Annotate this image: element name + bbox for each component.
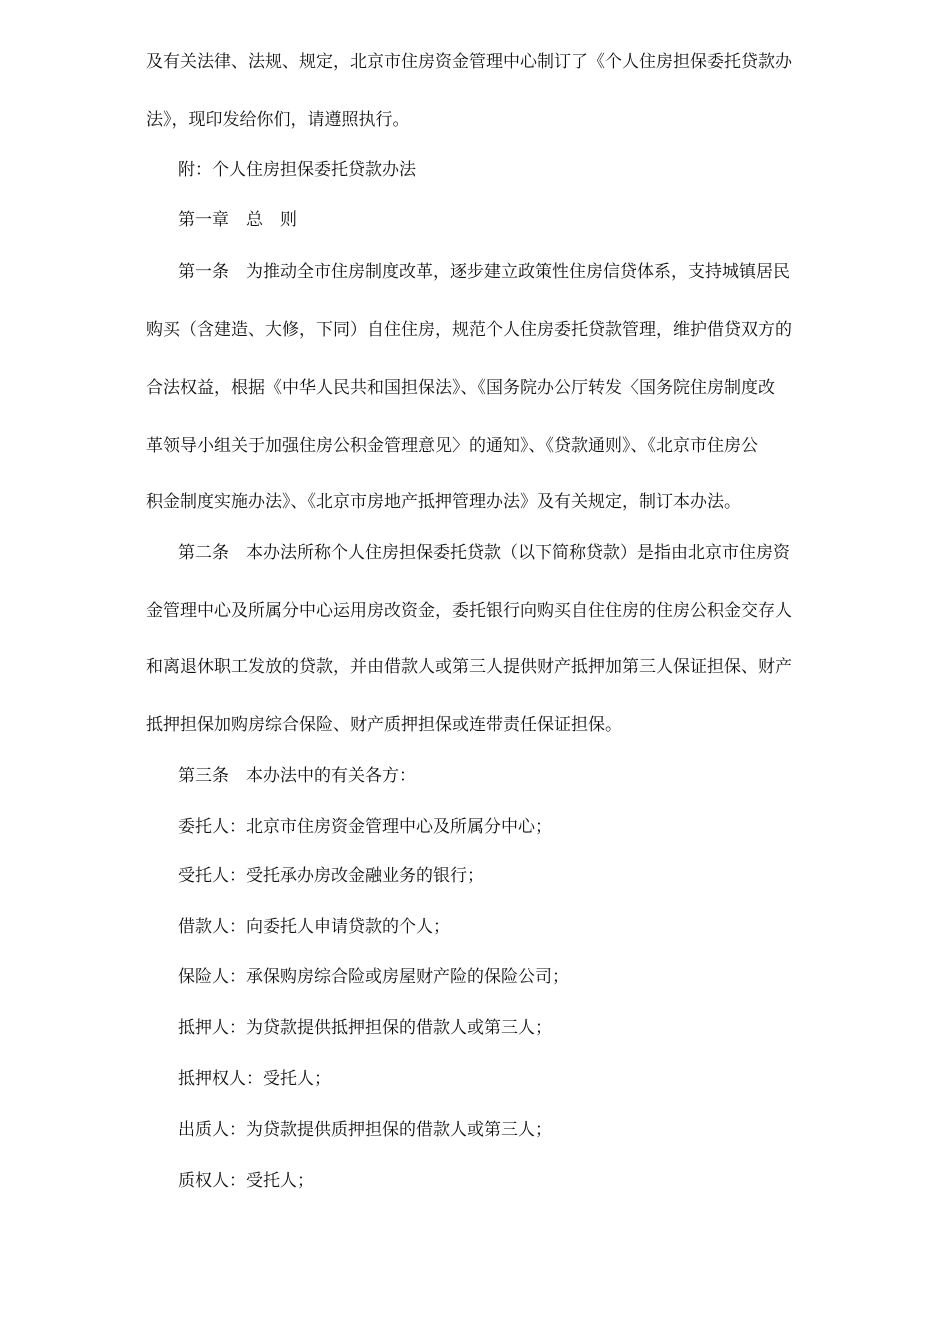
paragraph-line-1: 及有关法律、法规、规定，北京市住房资金管理中心制订了《个人住房担保委托贷款办 <box>146 52 792 72</box>
article-2-line-4: 抵押担保加购房综合保险、财产质押担保或连带责任保证担保。 <box>146 715 622 735</box>
attachment-title: 附：个人住房担保委托贷款办法 <box>178 160 416 180</box>
article-1-line-5: 积金制度实施办法》、《北京市房地产抵押管理办法》及有关规定，制订本办法。 <box>146 492 741 512</box>
paragraph-line-2: 法》，现印发给你们，请遵照执行。 <box>146 110 410 130</box>
article-1-line-3: 合法权益，根据《中华人民共和国担保法》、《国务院办公厅转发〈国务院住房制度改 <box>146 378 775 398</box>
party-entrustor: 委托人：北京市住房资金管理中心及所属分中心； <box>178 817 552 837</box>
party-mortgagee: 抵押权人：受托人； <box>178 1069 331 1089</box>
article-2-line-3: 和离退休职工发放的贷款，并由借款人或第三人提供财产抵押加第三人保证担保、财产 <box>146 657 792 677</box>
party-borrower: 借款人：向委托人申请贷款的个人； <box>178 917 450 937</box>
party-insurer: 保险人：承保购房综合险或房屋财产险的保险公司； <box>178 967 569 987</box>
chapter-heading: 第一章 总 则 <box>178 210 297 230</box>
article-2-line-1: 第二条 本办法所称个人住房担保委托贷款（以下简称贷款）是指由北京市住房资 <box>178 543 790 563</box>
article-1-line-2: 购买（含建造、大修，下同）自住住房，规范个人住房委托贷款管理，维护借贷双方的 <box>146 320 792 340</box>
party-mortgagor: 抵押人：为贷款提供抵押担保的借款人或第三人； <box>178 1018 552 1038</box>
article-1-line-1: 第一条 为推动全市住房制度改革，逐步建立政策性住房信贷体系，支持城镇居民 <box>178 262 790 282</box>
party-pledgee: 质权人：受托人； <box>178 1171 314 1191</box>
article-1-line-4: 革领导小组关于加强住房公积金管理意见〉的通知》、《贷款通则》、《北京市住房公 <box>146 436 758 456</box>
party-pledgor: 出质人：为贷款提供质押担保的借款人或第三人； <box>178 1120 552 1140</box>
party-trustee: 受托人：受托承办房改金融业务的银行； <box>178 866 484 886</box>
article-2-line-2: 金管理中心及所属分中心运用房改资金，委托银行向购买自住住房的住房公积金交存人 <box>146 601 792 621</box>
article-3-heading: 第三条 本办法中的有关各方： <box>178 766 416 786</box>
